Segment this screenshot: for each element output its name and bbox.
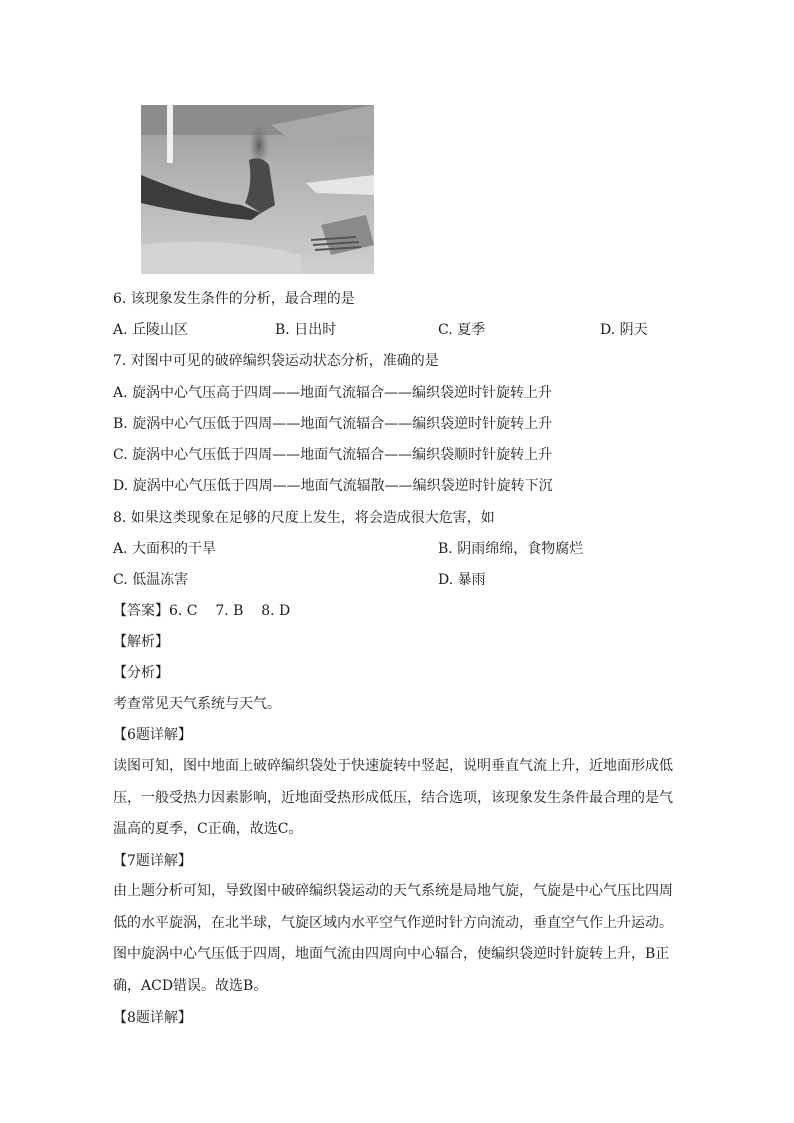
q7-stem: 7. 对图中可见的破碎编织袋运动状态分析，准确的是 [113,353,439,369]
fenxi-heading: 【分析】 [113,665,169,681]
q8-stem: 8. 如果这类现象在足够的尺度上发生，将会造成很大危害，如 [113,510,495,526]
dust-devil-photo [141,105,374,274]
q8-option-a: A. 大面积的干旱 [113,541,217,557]
detail-7-text: 由上题分析可知，导致图中破碎编织袋运动的天气系统是局地气旋，气旋是中心气压比四周低的水平旋涡，在北半球，气旋区域内水平空气作逆时针方向流动，垂直空气作上升运动。图中旋涡中心气压低于四周，地面气流由四周向中心辐合，使编织袋逆时针旋转上升，B正确，ACD错误。故选B。 [113,883,673,994]
q6-option-b: B. 日出时 [275,322,337,338]
answer-line: 【答案】6. C 7. B 8. D [113,603,291,619]
fenxi-text: 考查常见天气系统与天气。 [113,696,281,712]
q7-option-a: A. 旋涡中心气压高于四周——地面气流辐合——编织袋逆时针旋转上升 [113,385,553,401]
detail-8-heading: 【8题详解】 [113,1010,192,1026]
q6-option-d: D. 阴天 [600,322,648,338]
detail-7-heading: 【7题详解】 [113,853,192,869]
q6-stem: 6. 该现象发生条件的分析，最合理的是 [113,291,355,307]
analysis-heading: 【解析】 [113,634,169,650]
q7-option-d: D. 旋涡中心气压低于四周——地面气流辐散——编织袋逆时针旋转下沉 [113,478,553,494]
q6-option-a: A. 丘陵山区 [113,322,189,338]
detail-6-text: 读图可知，图中地面上破碎编织袋处于快速旋转中竖起，说明垂直气流上升，近地面形成低压，一般受热力因素影响，近地面受热形成低压，结合选项，该现象发生条件最合理的是气温高的夏季，C正确，故选C。 [113,758,673,837]
detail-6-heading: 【6题详解】 [113,727,192,743]
q8-option-d: D. 暴雨 [438,572,486,588]
q8-option-b: B. 阴雨绵绵，食物腐烂 [438,541,584,557]
q7-option-b: B. 旋涡中心气压低于四周——地面气流辐合——编织袋逆时针旋转上升 [113,416,553,432]
q6-option-c: C. 夏季 [438,322,486,338]
q8-option-c: C. 低温冻害 [113,572,189,588]
q7-option-c: C. 旋涡中心气压低于四周——地面气流辐合——编织袋顺时针旋转上升 [113,447,553,463]
